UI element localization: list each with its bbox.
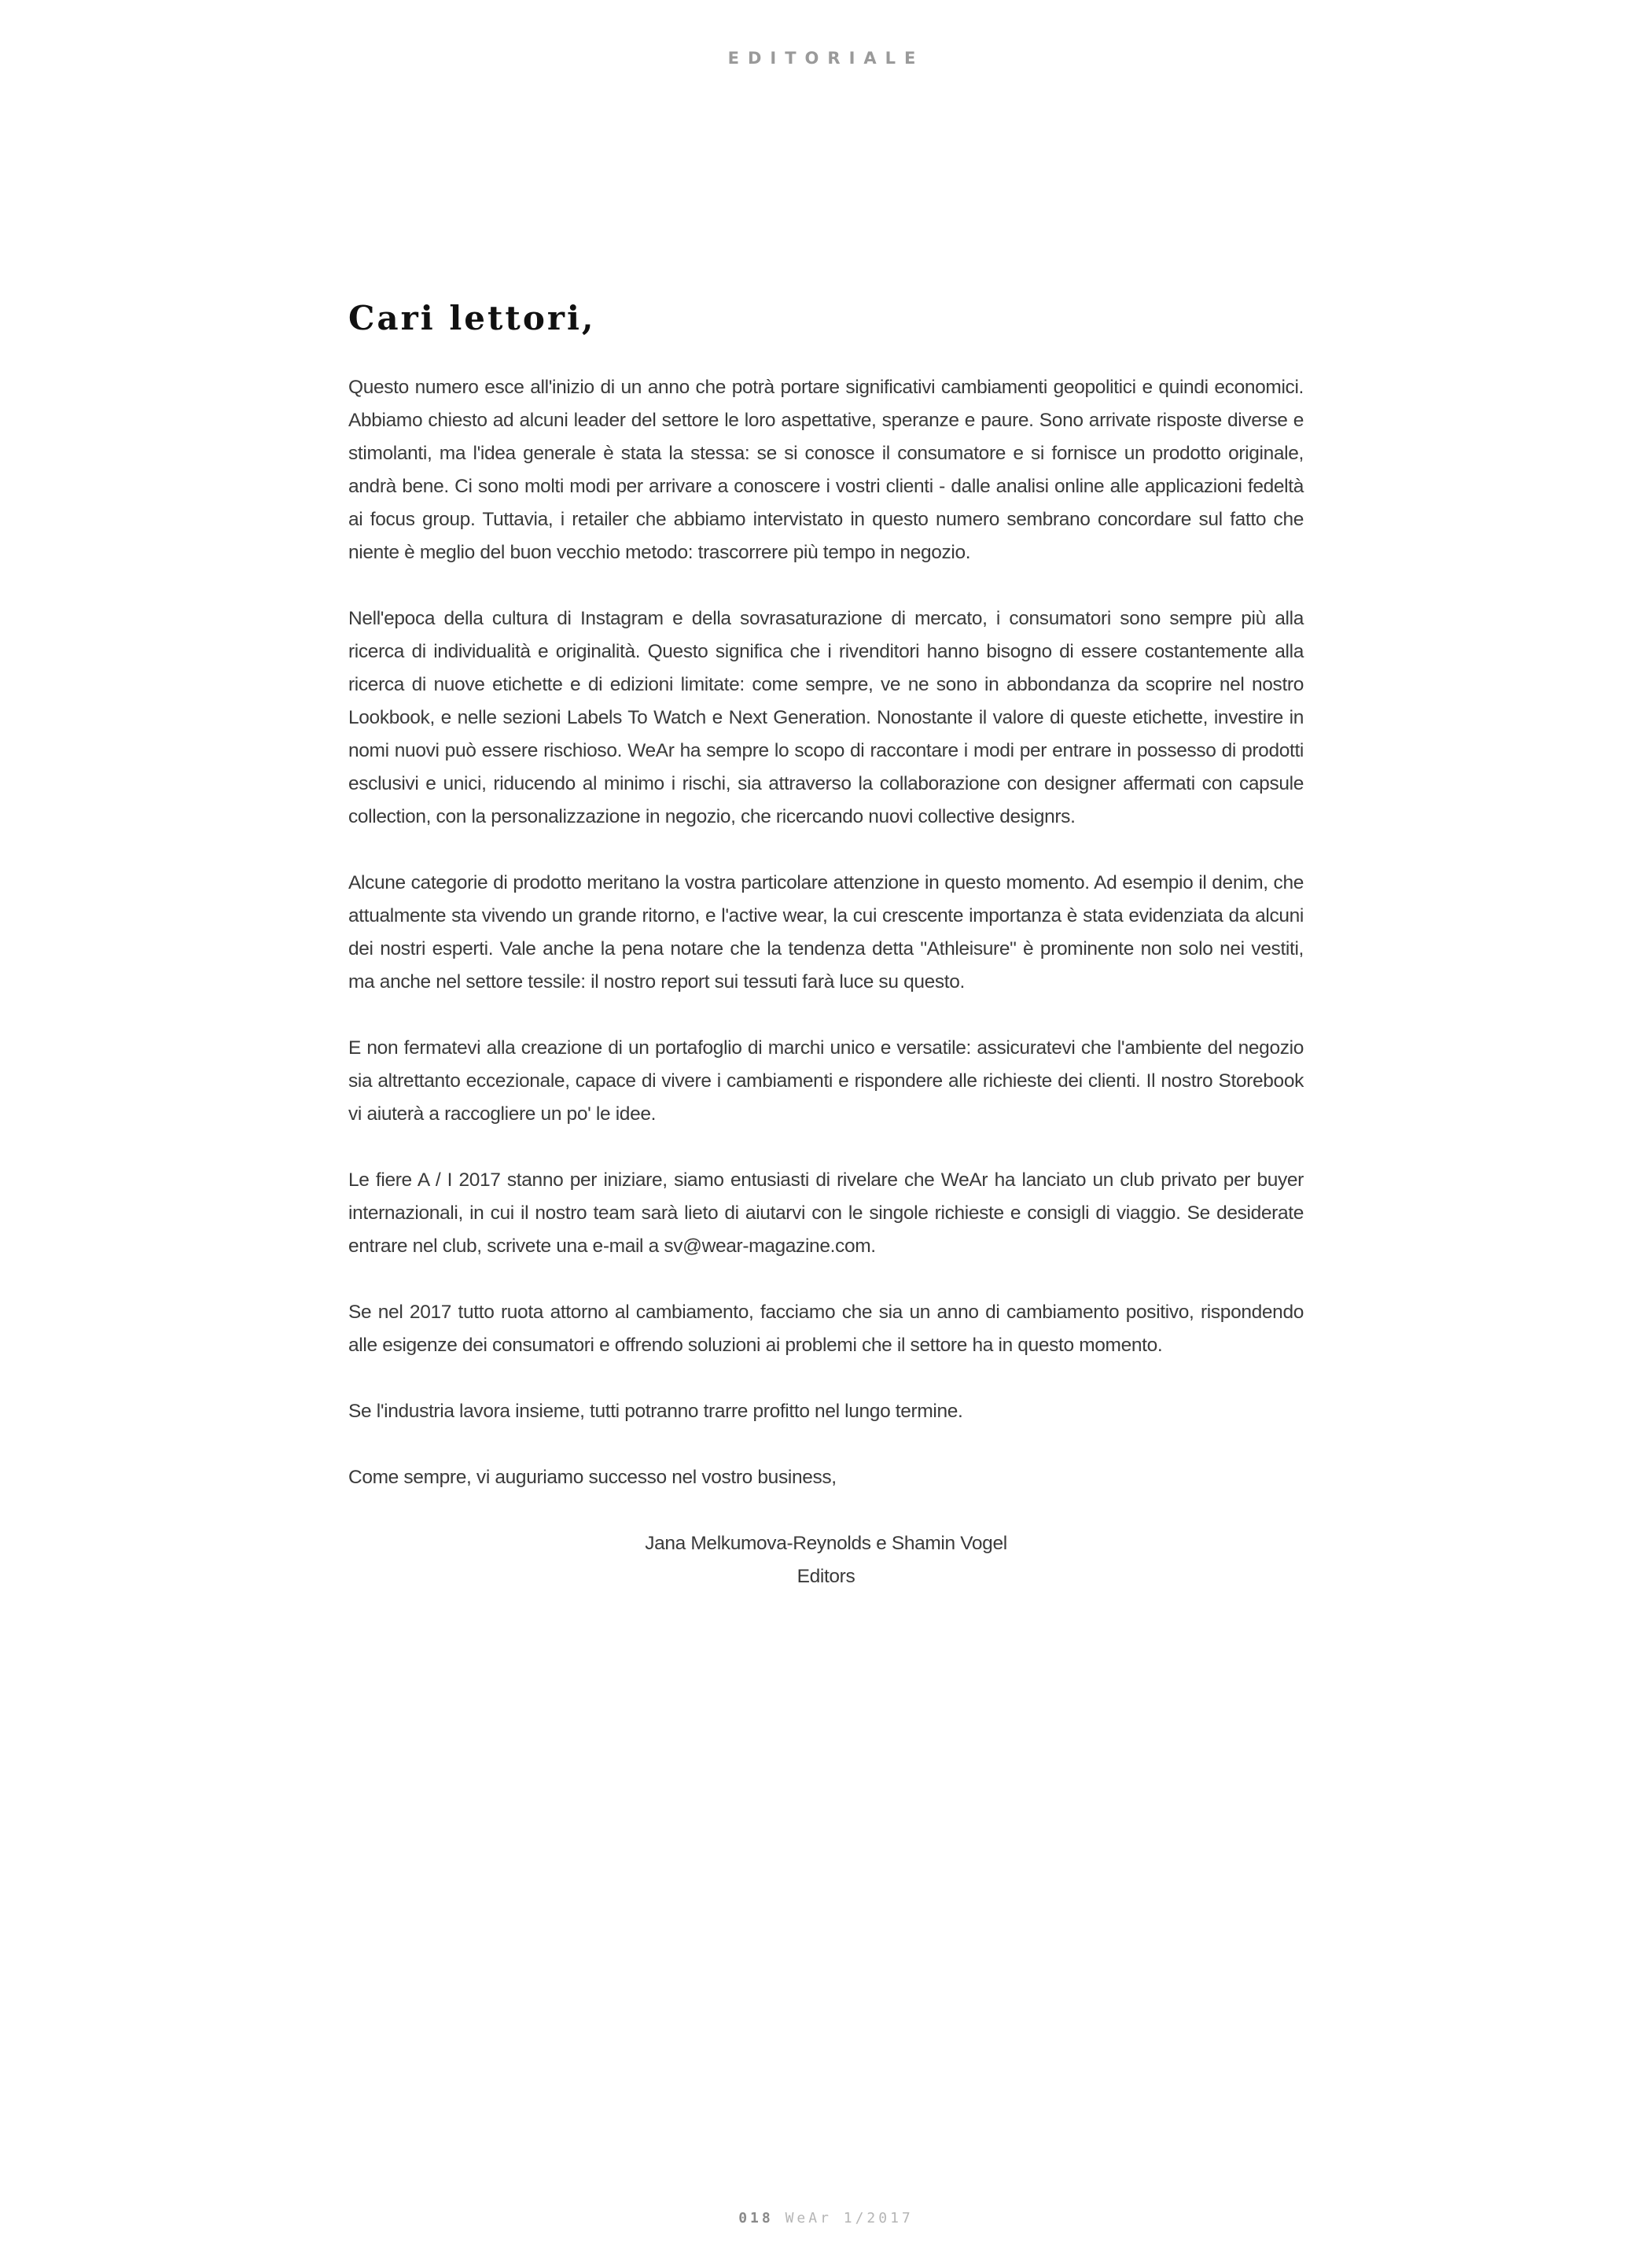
- paragraph-7: Se l'industria lavora insieme, tutti potranno trarre profitto nel lungo termine.: [348, 1401, 963, 1423]
- paragraph-5: Le fiere A / I 2017 stanno per iniziare, siamo entusiasti di rivelare che WeAr ha lanciato un club privato per buyer internazionali, in cui il nostro team sarà lieto di aiutarvi con le singole richieste e consigli di viaggio. Se desiderate entrare nel club, scrivete una e-mail a sv@wear-magazine.com.: [348, 1169, 1304, 1258]
- salutation-heading: Cari lettori,: [348, 299, 596, 337]
- paragraph-4: E non fermatevi alla creazione di un portafoglio di marchi unico e versatile: assicuratevi che l'ambiente del negozio sia altrettanto eccezionale, capace di vivere i cambiamenti e rispondere alle richieste dei clienti. Il nostro Storebook vi aiuterà a raccogliere un po' le idee.: [348, 1037, 1304, 1125]
- signature-role: Editors: [797, 1566, 855, 1588]
- page-number: 018: [738, 2210, 774, 2226]
- page-footer: [0, 2210, 1652, 2226]
- signature-block: [348, 1527, 1304, 1593]
- section-header: EDITORIALE: [727, 49, 925, 68]
- paragraph-6: Se nel 2017 tutto ruota attorno al cambiamento, facciamo che sia un anno di cambiamento positivo, rispondendo alle esigenze dei consumatori e offrendo soluzioni ai problemi che il settore ha in questo momento.: [348, 1302, 1304, 1357]
- editorial-body: [348, 299, 1304, 1593]
- closing-line: Come sempre, vi auguriamo successo nel vostro business,: [348, 1467, 837, 1489]
- paragraph-2: Nell'epoca della cultura di Instagram e della sovrasaturazione di mercato, i consumatori sono sempre più alla ricerca di individualità e originalità. Questo significa che i rivenditori hanno bisogno di essere costantemente alla ricerca di nuove etichette e di edizioni limitate: come sempre, ve ne sono in abbondanza da scoprire nel nostro Lookbook, e nelle sezioni Labels To Watch e Next Generation. Nonostante il valore di queste etichette, investire in nomi nuovi può essere rischioso. WeAr ha sempre lo scopo di raccontare i modi per entrare in possesso di prodotti esclusivi e unici, riducendo al minimo i rischi, sia attraverso la collaborazione con designer affermati con capsule collection, con la personalizzazione in negozio, che ricercando nuovi collective designrs.: [348, 608, 1304, 828]
- paragraph-3: Alcune categorie di prodotto meritano la vostra particolare attenzione in questo momento. Ad esempio il denim, che attualmente sta vivendo un grande ritorno, e l'active wear, la cui crescente importanza è stata evidenziata da alcuni dei nostri esperti. Vale anche la pena notare che la tendenza detta "Athleisure" è prominente non solo nei vestiti, ma anche nel settore tessile: il nostro report sui tessuti farà luce su questo.: [348, 872, 1304, 993]
- issue-label: WeAr 1/2017: [785, 2210, 914, 2226]
- signature-names: Jana Melkumova-Reynolds e Shamin Vogel: [645, 1533, 1007, 1555]
- paragraph-1: Questo numero esce all'inizio di un anno che potrà portare significativi cambiamenti geopolitici e quindi economici. Abbiamo chiesto ad alcuni leader del settore le loro aspettative, speranze e paure. Sono arrivate risposte diverse e stimolanti, ma l'idea generale è stata la stessa: se si conosce il consumatore e si fornisce un prodotto originale, andrà bene. Ci sono molti modi per arrivare a conoscere i vostri clienti - dalle analisi online alle applicazioni fedeltà ai focus group. Tuttavia, i retailer che abbiamo intervistato in questo numero sembrano concordare sul fatto che niente è meglio del buon vecchio metodo: trascorrere più tempo in negozio.: [348, 377, 1304, 564]
